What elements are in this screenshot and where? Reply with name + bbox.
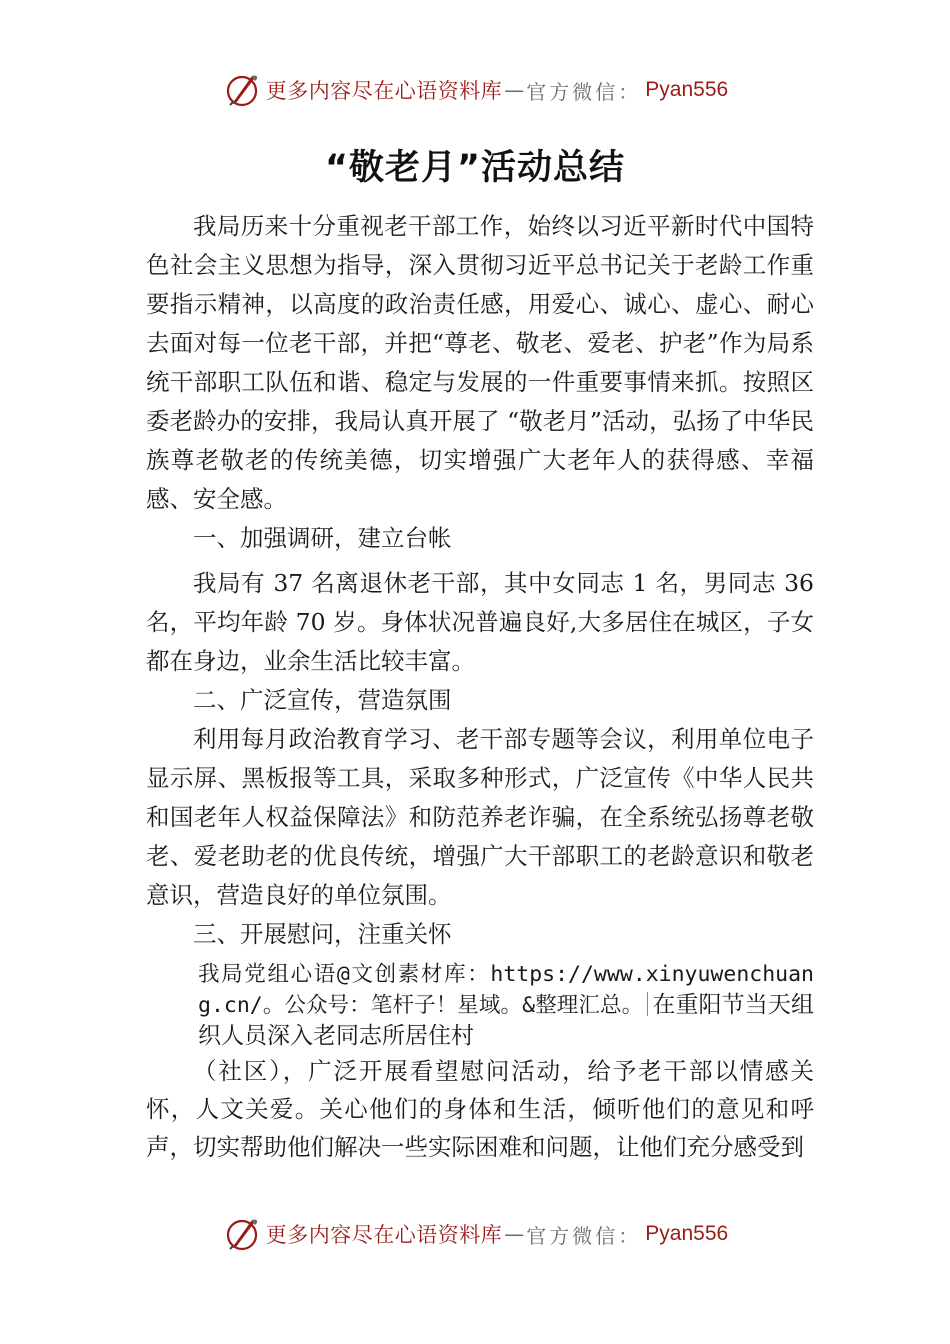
banner-official-label: 官方微信： xyxy=(526,1223,642,1248)
section1-heading: 一、加强调研，建立台帐 xyxy=(193,524,452,552)
banner-site-name: 更多内容尽在心语资料库 xyxy=(265,79,503,103)
document-body xyxy=(146,207,814,1166)
banner-dash: — xyxy=(504,78,525,102)
source-note-text: 我局党组心语@文创素材库：https://www.xinyuwenchuang.cn/。公众号：笔杆子！星域。&整理汇总。 xyxy=(198,962,814,1018)
section3-source-note xyxy=(146,960,814,1052)
banner-site-name: 更多内容尽在心语资料库 xyxy=(265,1223,503,1247)
section3-inline-text: 在重阳节当天组织人员深入老同志所居住村 xyxy=(198,992,814,1049)
banner-wechat-id: Pyan556 xyxy=(645,78,729,101)
document-title: “敬老月”活动总结 xyxy=(324,148,625,188)
text-cursor xyxy=(647,992,648,1016)
header-banner xyxy=(0,68,950,112)
section3-paragraph: （社区），广泛开展看望慰问活动，给予老干部以情感关怀，人文关爱。关心他们的身体和生活，倾听他们的意见和呼声，切实帮助他们解决一些实际困难和问题，让他们充分感受到 xyxy=(146,1057,814,1161)
section2-heading: 二、广泛宣传，营造氛围 xyxy=(193,686,452,714)
intro-paragraph: 我局历来十分重视老干部工作，始终以习近平新时代中国特色社会主义思想为指导，深入贯彻习近平总书记关于老龄工作重要指示精神，以高度的政治责任感，用爱心、诚心、虚心、耐心去面对每一位老干部，并把“尊老、敬老、爱老、护老”作为局系统干部职工队伍和谐、稳定与发展的一件重要事情来抓。按照区委老龄办的安排，我局认真开展了 “敬老月”活动，弘扬了中华民族尊老敬老的传统美德，切实增强广大老年人的获得感、幸福感、安全感。 xyxy=(146,212,814,513)
banner-wechat-id: Pyan556 xyxy=(645,1222,729,1245)
footer-banner xyxy=(0,1212,950,1256)
quill-pen-circle-icon xyxy=(222,70,262,110)
section2-paragraph: 利用每月政治教育学习、老干部专题等会议，利用单位电子显示屏、黑板报等工具，采取多种形式，广泛宣传《中华人民共和国老年人权益保障法》和防范养老诈骗，在全系统弘扬尊老敬老、爱老助老的优良传统，增强广大干部职工的老龄意识和敬老意识，营造良好的单位氛围。 xyxy=(146,725,814,909)
section3-heading: 三、开展慰问，注重关怀 xyxy=(193,920,452,948)
quill-pen-circle-icon xyxy=(222,1214,262,1254)
banner-official-label: 官方微信： xyxy=(526,79,642,104)
banner-dash: — xyxy=(504,1222,525,1246)
section1-paragraph: 我局有 37 名离退休老干部，其中女同志 1 名，男同志 36 名，平均年龄 70 岁。身体状况普遍良好,大多居住在城区，子女都在身边，业余生活比较丰富。 xyxy=(146,569,814,675)
